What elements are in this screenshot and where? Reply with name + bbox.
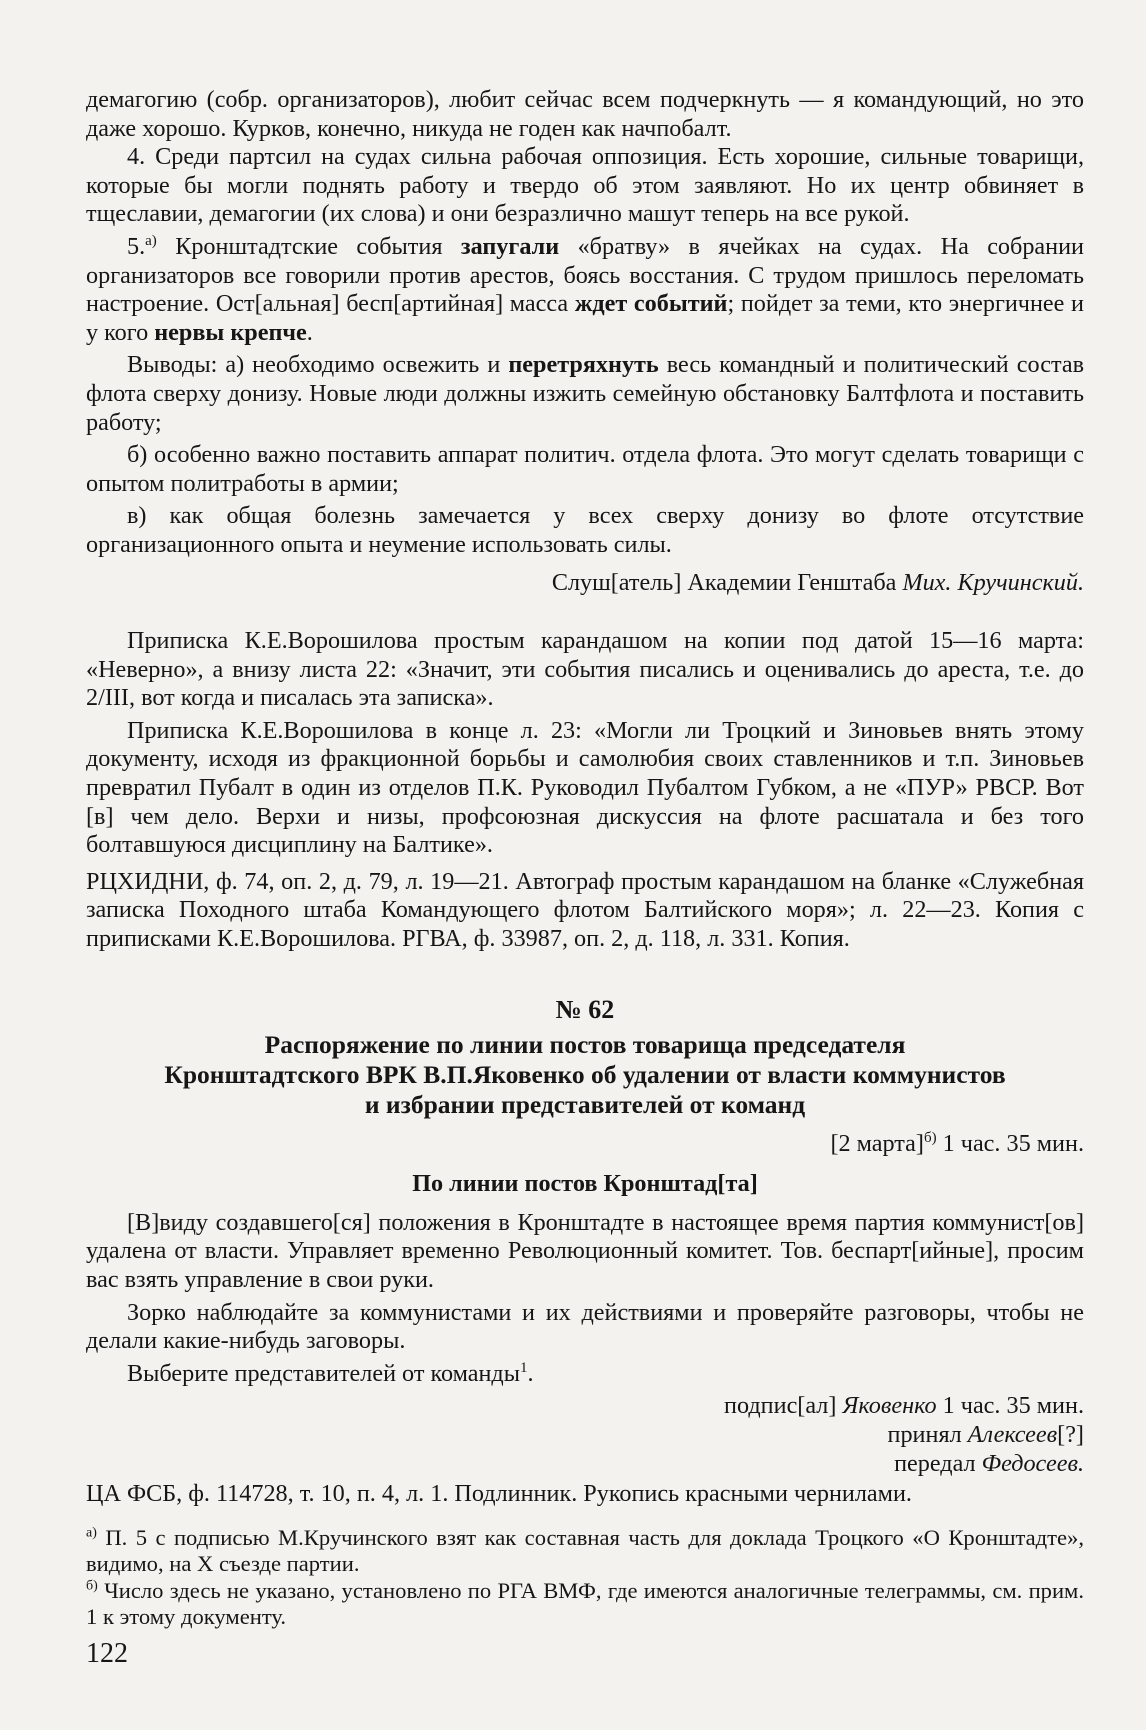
archival-notes bbox=[86, 627, 1084, 954]
page-body bbox=[86, 86, 1084, 1631]
paragraph-point-5: 5.$^{а)}$ Кронштадтские события запугали «братву» в ячейках на судах. На собрании организаторов все говорили против арестов, боясь восстания. С трудом пришлось переломать настроение. Ост[альная] бесп[артийная] масса ждет событий; пойдет за теми, кто энергичнее и у кого нервы крепче. bbox=[86, 232, 1084, 346]
voroshilov-note-1: Приписка К.Е.Ворошилова простым карандашом на копии под датой 15—16 марта: «Неверно», а внизу листа 22: «Значит, эти события писались и оценивались до ареста, т.е. до 2/III, вот когда и писалась эта записка». bbox=[86, 627, 1084, 712]
document-date: [2 марта]$^{б)}$ 1 час. 35 мин. bbox=[830, 1129, 1084, 1157]
paragraph-conclusion-b: б) особенно важно поставить аппарат политич. отдела флота. Это могут сделать товарищи с опытом политработы в армии; bbox=[86, 441, 1084, 497]
sent-line: передал Федосеев. bbox=[894, 1449, 1084, 1477]
order-paragraph-2: Зорко наблюдайте за коммунистами и их действиями и проверяйте разговоры, чтобы не делали какие-нибудь заговоры. bbox=[86, 1298, 1084, 1355]
document-source: ЦА ФСБ, ф. 114728, т. 10, п. 4, л. 1. Подлинник. Рукопись красными чернилами. bbox=[86, 1480, 912, 1508]
voroshilov-note-2: Приписка К.Е.Ворошилова в конце л. 23: «Могли ли Троцкий и Зиновьев внять этому документу, исходя из фракционной борьбы и самолюбия своих ставленников и т.п. Зиновьев превратил Пубалт в один из отделов П.К. Руководил Пубалтом Губком, а не «ПУР» РВСР. Вот [в] чем дело. Верхи и низы, профсоюзная дискуссия на флоте расшатала и без того болтавшуюся дисциплину на Балтике». bbox=[86, 716, 1084, 859]
footnote-ref-1: 1 bbox=[520, 1359, 528, 1376]
footnote-ref-b: б) bbox=[923, 1129, 937, 1146]
footnote-ref-a: а) bbox=[145, 232, 157, 249]
paragraph-conclusion-c: в) как общая болезнь замечается у всех сверху донизу во флоте отсутствие организационного опыта и неумение использовать силы. bbox=[86, 502, 1084, 558]
footnotes bbox=[86, 1525, 1084, 1631]
document-number: № 62 bbox=[555, 994, 615, 1024]
order-paragraph-1: [В]виду создавшего[ся] положения в Кронштадте в настоящее время партия коммунист[ов] удалена от власти. Управляет временно Революционный комитет. Тов. беспарт[ийные], просим вас взять управление в свои руки. bbox=[86, 1208, 1084, 1293]
page-number: 122 bbox=[86, 1638, 128, 1669]
footnote-b: $^{б)}$ Число здесь не указано, установлено по РГА ВМФ, где имеются аналогичные телеграммы, см. прим. 1 к этому документу. bbox=[86, 1577, 1084, 1630]
document-subheading: По линии постов Кронштад[та] bbox=[412, 1170, 758, 1198]
document-title: Распоряжение по линии постов товарища председателя Кронштадтского ВРК В.П.Яковенко об удалении от власти коммунистов и избрании представителей от команд bbox=[164, 1029, 1006, 1119]
footnote-a: $^{а)}$ П. 5 с подписью М.Кручинского взят как составная часть для доклада Троцкого «О Кронштадте», видимо, на X съезде партии. bbox=[86, 1524, 1084, 1577]
received-line: принял Алексеев[?] bbox=[887, 1420, 1084, 1448]
paragraph-conclusions: Выводы: а) необходимо освежить и перетряхнуть весь командный и политический состав флота сверху донизу. Новые люди должны изжить семейную обстановку Балтфлота и поставить работу; bbox=[86, 351, 1084, 436]
paragraph-point-4: 4. Среди партсил на судах сильна рабочая оппозиция. Есть хорошие, сильные товарищи, которые бы могли поднять работу и твердо об этом заявляют. Но их центр обвиняет в тщеславии, демагогии (их слова) и они безразлично машут теперь на все рукой. bbox=[86, 143, 1084, 228]
paragraph-continuation: демагогию (собр. организаторов), любит сейчас всем подчеркнуть — я командующий, но это даже хорошо. Курков, конечно, никуда не годен как начпобалт. bbox=[86, 86, 1084, 142]
archival-source: РЦХИДНИ, ф. 74, оп. 2, д. 79, л. 19—21. Автограф простым карандашом на бланке «Служебная записка Походного штаба Командующего флотом Балтийского моря»; л. 22—23. Копия с приписками К.Е.Ворошилова. РГВА, ф. 33987, оп. 2, д. 118, л. 331. Копия. bbox=[86, 867, 1084, 953]
signed-line: подпис[ал] Яковенко 1 час. 35 мин. bbox=[724, 1392, 1084, 1420]
order-paragraph-3: Выберите представителей от команды$^1$. bbox=[127, 1359, 534, 1387]
signature-kruchinsky: Слуш[атель] Академии Генштаба Мих. Кручинский. bbox=[551, 568, 1084, 596]
